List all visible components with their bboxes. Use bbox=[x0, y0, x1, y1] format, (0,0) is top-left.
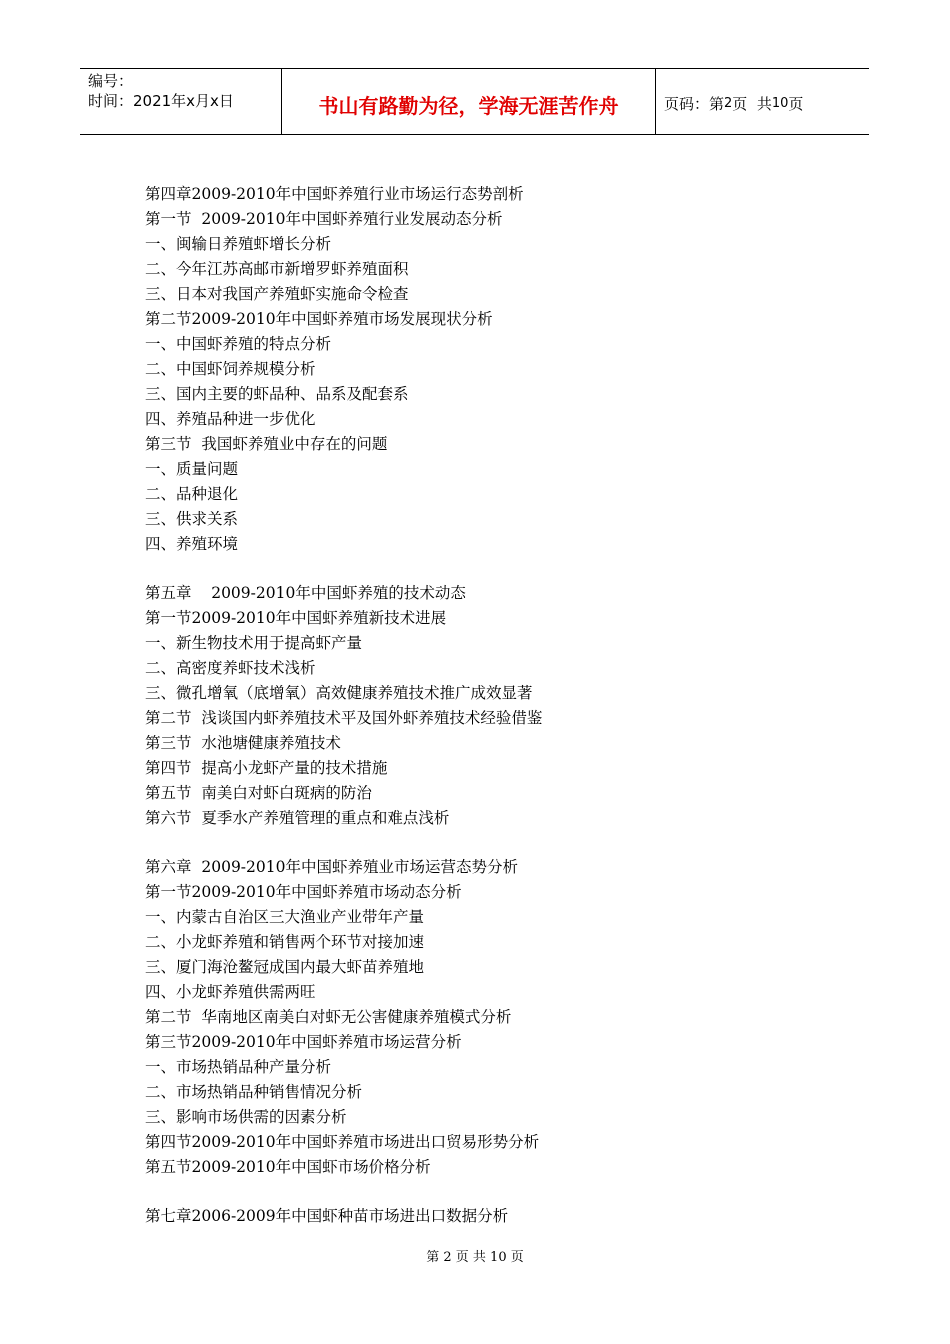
toc-line: 二、品种退化 bbox=[145, 485, 239, 503]
toc-line: 一、市场热销品种产量分析 bbox=[145, 1058, 332, 1076]
page-total: 10 bbox=[771, 96, 789, 111]
toc-line: 第七章2006-2009年中国虾种苗市场进出口数据分析 bbox=[145, 1207, 509, 1225]
toc-line: 一、中国虾养殖的特点分析 bbox=[145, 335, 332, 353]
section-gap bbox=[145, 831, 865, 855]
toc-line: 第二节 浅谈国内虾养殖技术平及国外虾养殖技术经验借鉴 bbox=[145, 709, 543, 727]
toc-line: 第四节2009-2010年中国虾养殖市场进出口贸易形势分析 bbox=[145, 1133, 540, 1151]
toc-line: 第六章 2009-2010年中国虾养殖业市场运营态势分析 bbox=[145, 858, 518, 876]
toc-line: 第五节2009-2010年中国虾市场价格分析 bbox=[145, 1158, 431, 1176]
header-page-number bbox=[656, 69, 869, 134]
toc-line: 二、小龙虾养殖和销售两个环节对接加速 bbox=[145, 933, 425, 951]
toc-line: 第五章 2009-2010年中国虾养殖的技术动态 bbox=[145, 584, 466, 602]
toc-line: 第四节 提高小龙虾产量的技术措施 bbox=[145, 759, 388, 777]
page-mid: 页 共 bbox=[732, 95, 772, 113]
toc-line: 三、影响市场供需的因素分析 bbox=[145, 1108, 347, 1126]
header-motto: 书山有路勤为径，学海无涯苦作舟 bbox=[282, 69, 656, 134]
toc-line: 三、国内主要的虾品种、品系及配套系 bbox=[145, 385, 409, 403]
header-meta bbox=[80, 69, 282, 134]
section-gap bbox=[145, 557, 865, 581]
page-suffix: 页 bbox=[788, 95, 804, 113]
page-num: 2 bbox=[724, 96, 733, 111]
toc-line: 一、质量问题 bbox=[145, 460, 239, 478]
time-label: 时间：2021年x月x日 bbox=[88, 92, 234, 110]
toc-line: 一、内蒙古自治区三大渔业产业带年产量 bbox=[145, 908, 425, 926]
toc-line: 四、养殖环境 bbox=[145, 535, 239, 553]
toc-line: 二、中国虾饲养规模分析 bbox=[145, 360, 316, 378]
page-prefix: 页码：第 bbox=[664, 95, 725, 113]
toc-content bbox=[145, 182, 865, 1229]
section-gap bbox=[145, 1180, 865, 1204]
toc-line: 第五节 南美白对虾白斑病的防治 bbox=[145, 784, 372, 802]
toc-line: 三、微孔增氧（底增氧）高效健康养殖技术推广成效显著 bbox=[145, 684, 533, 702]
toc-line: 三、供求关系 bbox=[145, 510, 239, 528]
toc-line: 第三节 水池塘健康养殖技术 bbox=[145, 734, 341, 752]
toc-line: 第一节 2009-2010年中国虾养殖行业发展动态分析 bbox=[145, 210, 503, 228]
toc-line: 第二节 华南地区南美白对虾无公害健康养殖模式分析 bbox=[145, 1008, 512, 1026]
toc-line: 第一节2009-2010年中国虾养殖市场动态分析 bbox=[145, 883, 462, 901]
toc-line: 三、厦门海沧鳌冠成国内最大虾苗养殖地 bbox=[145, 958, 425, 976]
number-label: 编号： bbox=[88, 72, 134, 90]
toc-line: 第三节2009-2010年中国虾养殖市场运营分析 bbox=[145, 1033, 462, 1051]
toc-line: 一、闽输日养殖虾增长分析 bbox=[145, 235, 332, 253]
toc-line: 二、市场热销品种销售情况分析 bbox=[145, 1083, 363, 1101]
toc-line: 一、新生物技术用于提高虾产量 bbox=[145, 634, 363, 652]
toc-line: 第二节2009-2010年中国虾养殖市场发展现状分析 bbox=[145, 310, 493, 328]
page-footer: 第 2 页 共 10 页 bbox=[426, 1250, 524, 1265]
page-header bbox=[80, 68, 869, 135]
toc-line: 二、今年江苏高邮市新增罗虾养殖面积 bbox=[145, 260, 409, 278]
toc-line: 第一节2009-2010年中国虾养殖新技术进展 bbox=[145, 609, 447, 627]
toc-line: 第四章2009-2010年中国虾养殖行业市场运行态势剖析 bbox=[145, 185, 524, 203]
toc-line: 四、养殖品种进一步优化 bbox=[145, 410, 316, 428]
toc-line: 第三节 我国虾养殖业中存在的问题 bbox=[145, 435, 388, 453]
toc-line: 四、小龙虾养殖供需两旺 bbox=[145, 983, 316, 1001]
toc-line: 二、高密度养虾技术浅析 bbox=[145, 659, 316, 677]
toc-line: 三、日本对我国产养殖虾实施命令检查 bbox=[145, 285, 409, 303]
toc-line: 第六节 夏季水产养殖管理的重点和难点浅析 bbox=[145, 809, 450, 827]
